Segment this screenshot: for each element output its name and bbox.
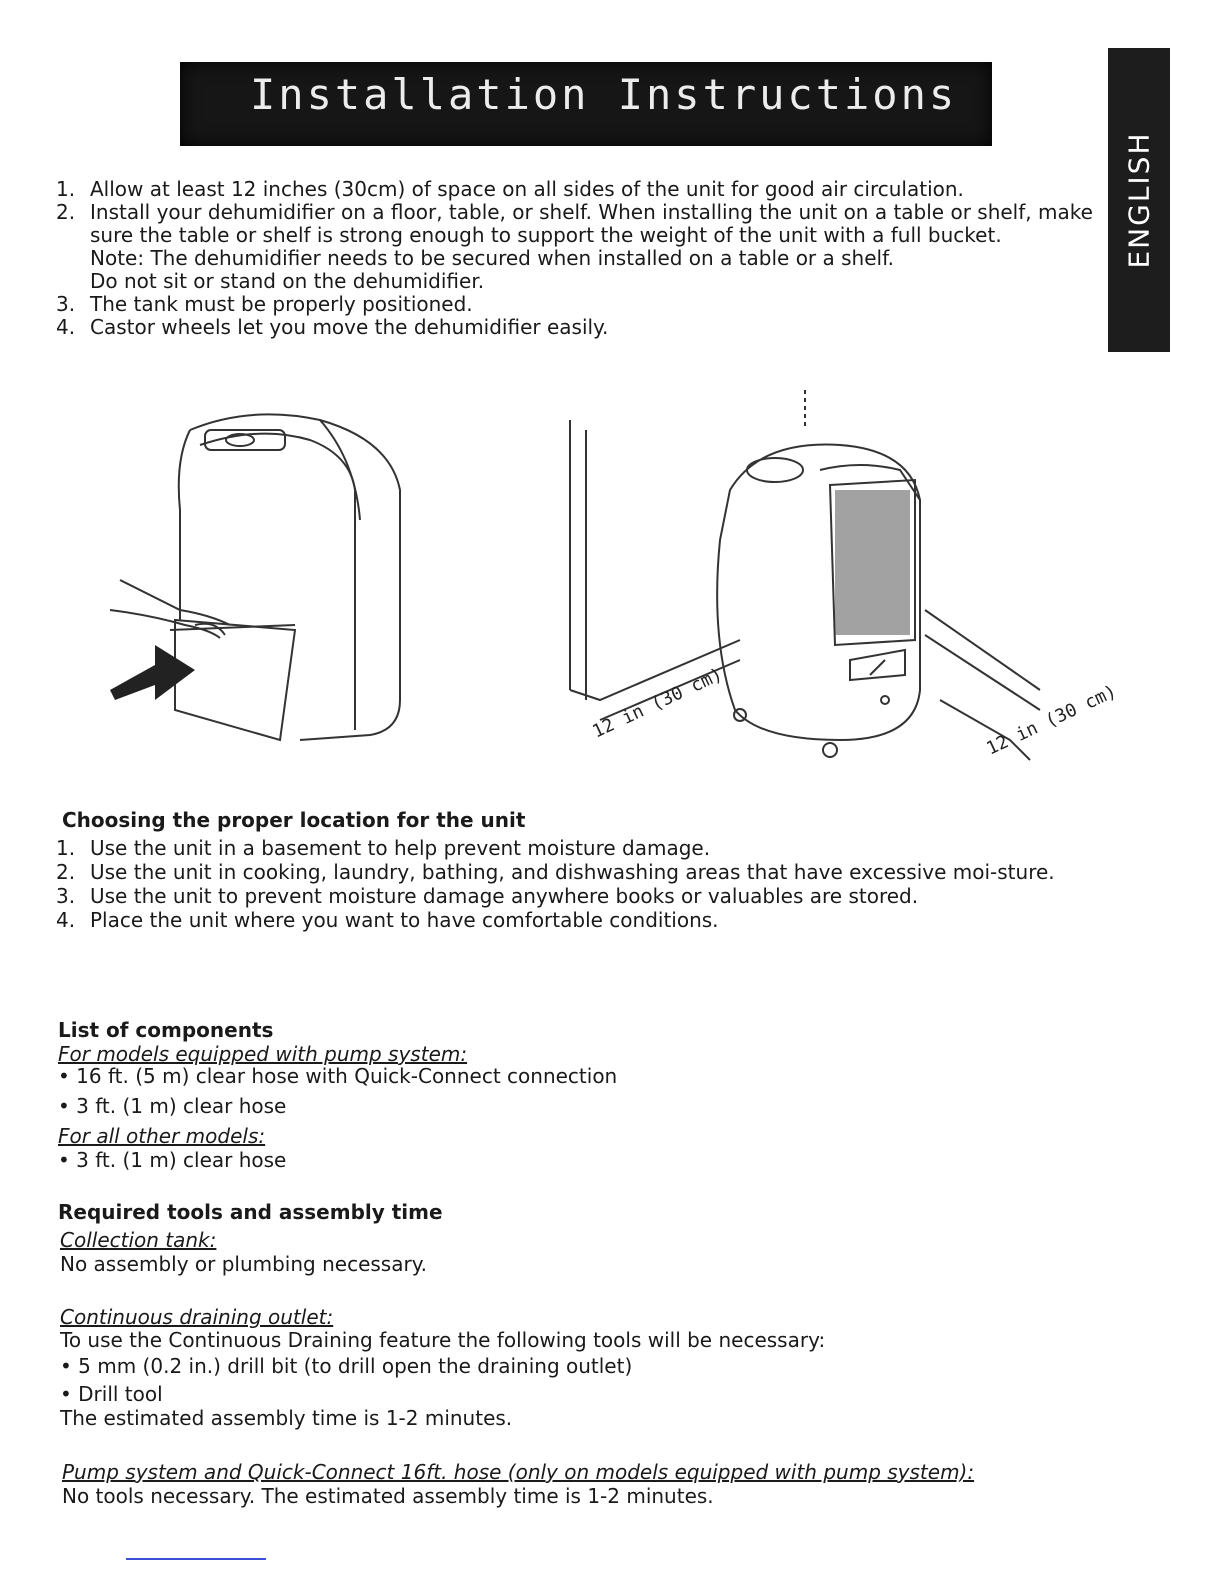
pump-component: • 3 ft. (1 m) clear hose bbox=[58, 1094, 287, 1118]
step-text: Install your dehumidifier on a floor, table, or shelf. When installing the unit on a table or shelf, make sure the table or shelf is strong enough to support the weight of the unit with a full bucket. bbox=[90, 200, 1093, 247]
other-component: • 3 ft. (1 m) clear hose bbox=[58, 1148, 287, 1172]
step-text: Castor wheels let you move the dehumidifier easily. bbox=[90, 315, 609, 339]
install-step bbox=[56, 201, 1096, 293]
clearance-illustration bbox=[560, 390, 1120, 770]
language-label: ENGLISH bbox=[1122, 131, 1156, 269]
drain-assembly-time: The estimated assembly time is 1-2 minutes. bbox=[60, 1406, 513, 1430]
arrow-icon bbox=[110, 645, 195, 700]
location-item bbox=[56, 836, 1096, 860]
collection-tank-label: Collection tank: bbox=[60, 1228, 217, 1252]
step-number: 3. bbox=[56, 292, 76, 316]
step-number: 4. bbox=[56, 315, 76, 339]
pump-component: • 16 ft. (5 m) clear hose with Quick-Connect connection bbox=[58, 1064, 618, 1088]
item-number: 1. bbox=[56, 836, 76, 860]
tools-heading: Required tools and assembly time bbox=[58, 1200, 443, 1224]
drain-tool-item: • Drill tool bbox=[60, 1382, 163, 1406]
item-text: Use the unit in cooking, laundry, bathing, and dishwashing areas that have excessive moi-sture. bbox=[90, 860, 1055, 884]
step-text: Allow at least 12 inches (30cm) of space on all sides of the unit for good air circulation. bbox=[90, 177, 964, 201]
item-text: Use the unit in a basement to help prevent moisture damage. bbox=[90, 836, 711, 860]
install-steps bbox=[56, 178, 1096, 339]
step-number: 1. bbox=[56, 177, 76, 201]
install-step bbox=[56, 293, 1096, 316]
item-text: Place the unit where you want to have comfortable conditions. bbox=[90, 908, 719, 932]
other-models-label: For all other models: bbox=[58, 1124, 266, 1148]
tank-insertion-illustration bbox=[100, 400, 440, 760]
collection-tank-text: No assembly or plumbing necessary. bbox=[60, 1252, 428, 1276]
item-text: Use the unit to prevent moisture damage anywhere books or valuables are stored. bbox=[90, 884, 919, 908]
install-step bbox=[56, 316, 1096, 339]
continuous-draining-label: Continuous draining outlet: bbox=[60, 1305, 334, 1329]
page-title: Installation Instructions bbox=[250, 70, 958, 119]
item-number: 4. bbox=[56, 908, 76, 932]
item-number: 3. bbox=[56, 884, 76, 908]
title-banner bbox=[180, 62, 992, 146]
location-heading: Choosing the proper location for the unit bbox=[62, 808, 526, 832]
pump-system-label: Pump system and Quick-Connect 16ft. hose (only on models equipped with pump system): bbox=[62, 1460, 975, 1484]
location-item bbox=[56, 908, 1096, 932]
install-step bbox=[56, 178, 1096, 201]
item-number: 2. bbox=[56, 860, 76, 884]
step-note: Note: The dehumidifier needs to be secured when installed on a table or a shelf. bbox=[90, 246, 895, 270]
footer-rule bbox=[126, 1558, 266, 1560]
location-list bbox=[56, 836, 1096, 932]
components-heading: List of components bbox=[58, 1018, 274, 1042]
step-warning: Do not sit or stand on the dehumidifier. bbox=[90, 269, 485, 293]
continuous-draining-intro: To use the Continuous Draining feature the following tools will be necessary: bbox=[60, 1328, 826, 1352]
clearance-label: 12 in (30 cm) bbox=[983, 680, 1120, 760]
drain-tool-item: • 5 mm (0.2 in.) drill bit (to drill open the draining outlet) bbox=[60, 1354, 633, 1378]
location-item bbox=[56, 884, 1096, 908]
location-item bbox=[56, 860, 1096, 884]
pump-system-text: No tools necessary. The estimated assembly time is 1-2 minutes. bbox=[62, 1484, 714, 1508]
clearance-label: 12 in (30 cm) bbox=[589, 663, 726, 743]
language-tab bbox=[1108, 48, 1170, 352]
step-number: 2. bbox=[56, 200, 76, 224]
step-text: The tank must be properly positioned. bbox=[90, 292, 473, 316]
pump-models-label: For models equipped with pump system: bbox=[58, 1042, 468, 1066]
